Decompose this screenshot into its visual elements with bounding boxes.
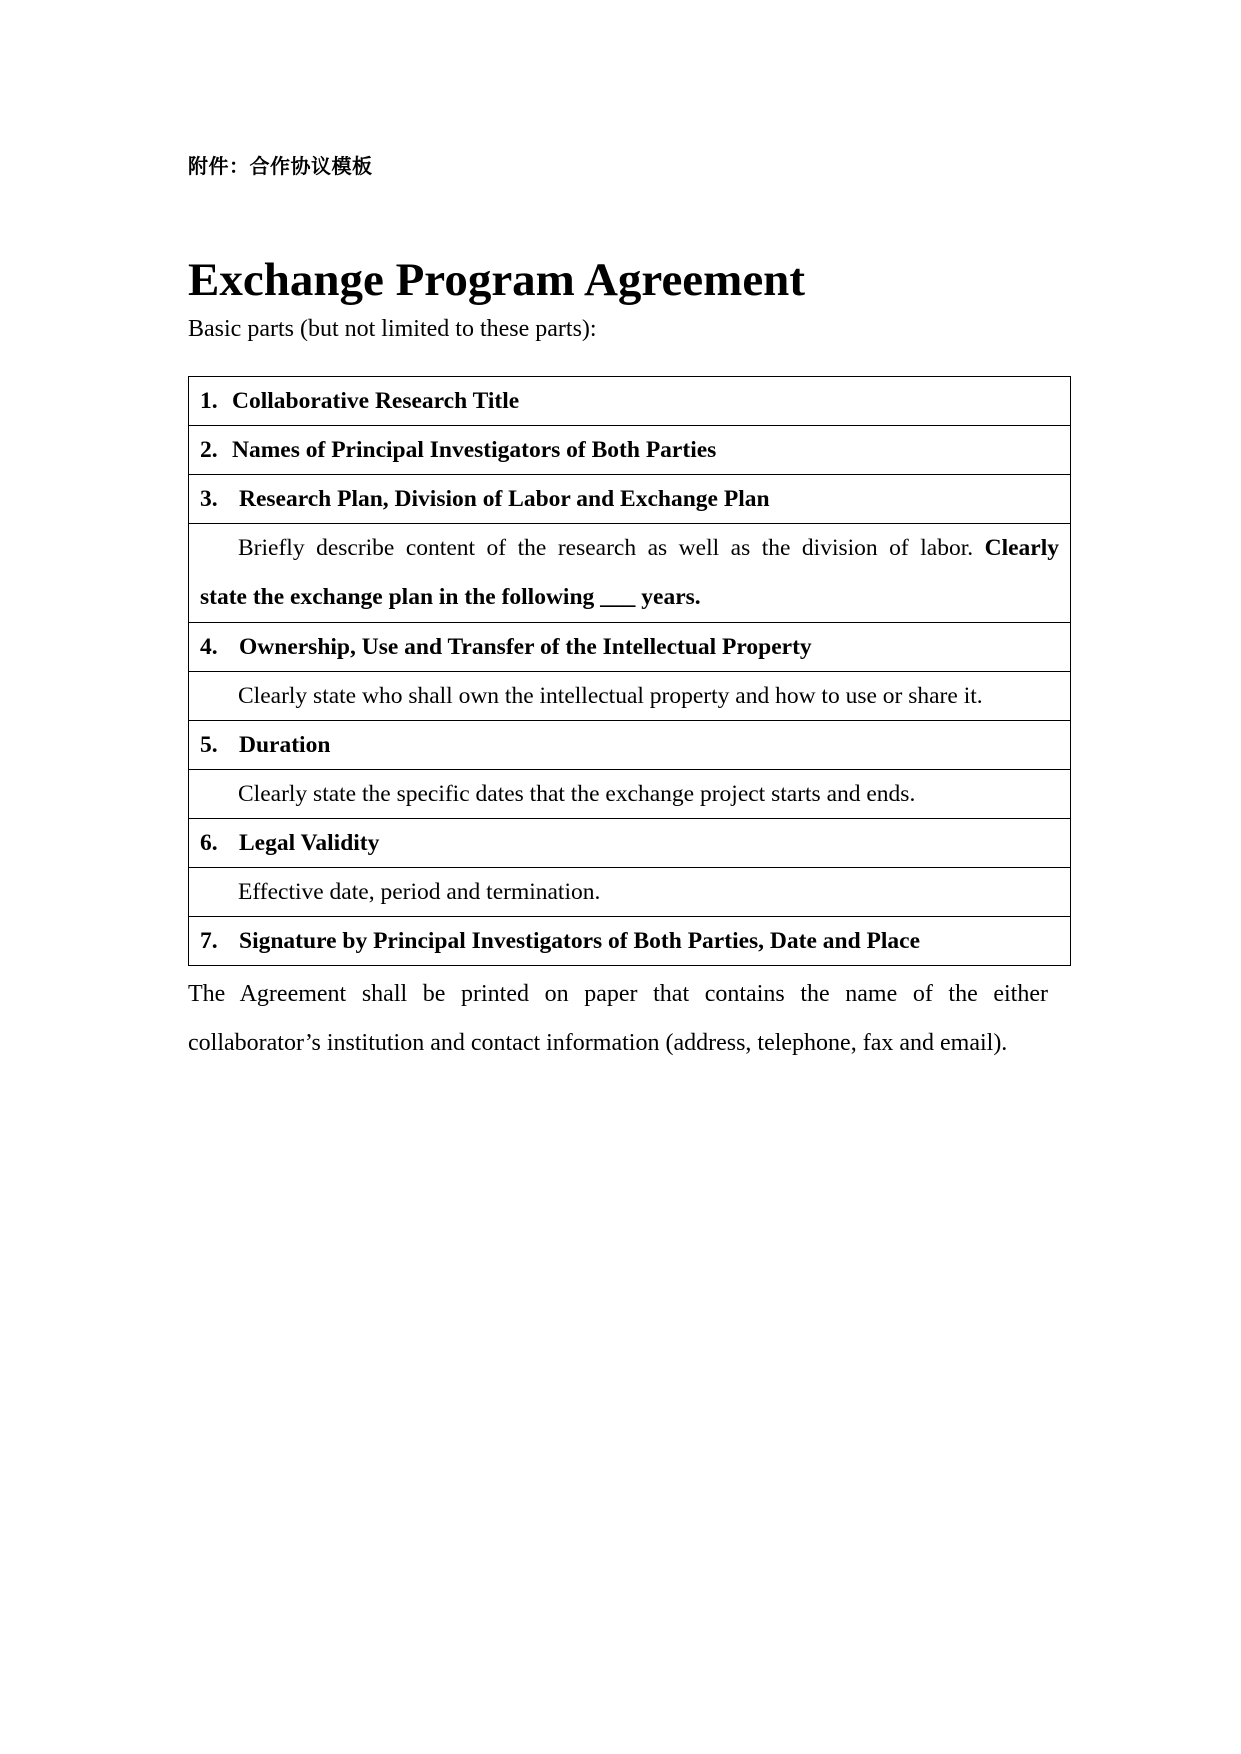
section-description-5 <box>189 770 1071 819</box>
section-heading: Names of Principal Investigators of Both Parties <box>232 436 717 463</box>
description-line <box>200 524 1059 573</box>
footer-note-line: collaborator’s institution and contact information (address, telephone, fax and email). <box>188 1030 1008 1056</box>
section-row-6 <box>189 819 1071 868</box>
section-description-4 <box>189 672 1071 721</box>
section-heading: Collaborative Research Title <box>232 387 520 414</box>
section-heading: Research Plan, Division of Labor and Exchange Plan <box>239 485 770 512</box>
section-description-6 <box>189 868 1071 917</box>
attachment-label: 附件：合作协议模板 <box>188 154 373 178</box>
section-heading: Legal Validity <box>239 829 380 856</box>
description-text: Effective date, period and termination. <box>238 878 601 905</box>
document-title: Exchange Program Agreement <box>188 254 805 306</box>
section-row-3 <box>189 475 1071 524</box>
section-row-4 <box>189 623 1071 672</box>
section-number: 5. <box>200 731 218 758</box>
section-heading: Ownership, Use and Transfer of the Intellectual Property <box>239 633 812 660</box>
description-bold-text: Clearly <box>984 535 1060 561</box>
section-row-2 <box>189 426 1071 475</box>
section-number: 6. <box>200 829 218 856</box>
section-heading: Duration <box>239 731 331 758</box>
section-number: 2. <box>200 436 218 463</box>
description-text: Clearly state who shall own the intellectual property and how to use or share it. <box>238 682 983 709</box>
section-description-3 <box>189 524 1071 623</box>
description-text: Briefly describe content of the research as well as the division of labor. <box>238 535 974 561</box>
document-subtitle: Basic parts (but not limited to these parts): <box>188 316 597 342</box>
section-row-7 <box>189 917 1071 966</box>
agreement-parts-table <box>188 376 1071 966</box>
section-number: 3. <box>200 485 218 512</box>
section-row-1 <box>189 377 1071 426</box>
section-number: 7. <box>200 927 218 954</box>
description-text: Clearly state the specific dates that the exchange project starts and ends. <box>238 780 916 807</box>
section-number: 4. <box>200 633 218 660</box>
section-number: 1. <box>200 387 218 414</box>
section-row-5 <box>189 721 1071 770</box>
section-heading: Signature by Principal Investigators of Both Parties, Date and Place <box>239 927 921 954</box>
description-bold-text: state the exchange plan in the following ___ years. <box>200 584 701 610</box>
footer-note-line: The Agreement shall be printed on paper that contains the name of the either <box>188 981 1048 1007</box>
footer-note <box>188 970 1048 1068</box>
